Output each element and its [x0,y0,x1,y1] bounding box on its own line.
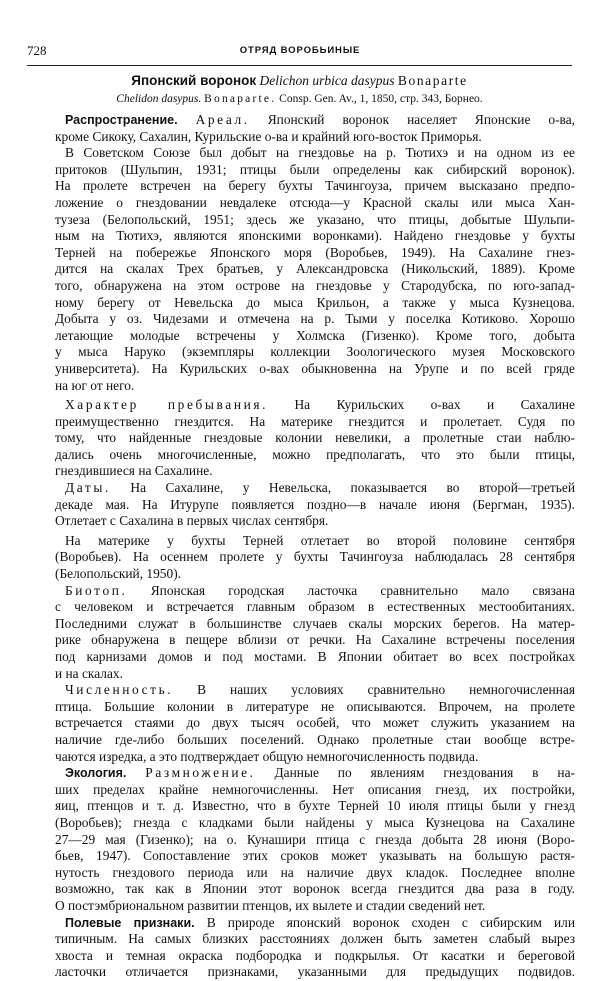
line-text: На Сахалине, у Невельска, показывается во второй—третьей [110,480,575,496]
line-text: В Советском Союзе был добыт на гнездовье на р. Тютихэ и на одном из ее [65,145,575,161]
text-line [55,549,575,566]
text-line [55,311,575,328]
text-line [55,245,575,262]
line-text: встречается стаями до двух тысяч особей, что может служить указанием на [55,715,575,731]
line-text: (Воробьев). На осеннем пролете у бухты Тачингоуза наблюдалась 28 сентября [55,549,575,565]
text-line [55,129,575,146]
line-text: под карнизами домов и под мостами. В Японии обитает во всех постройках [55,649,575,664]
line-text: Японская городская ласточка сравнительно мало связана [127,582,575,598]
line-text: ному берегу от Невельска до мыса Крильон, а также у мыса Кузнецова. [55,294,575,310]
text-line [55,666,575,683]
line-text: ласточки отличается признаками, указанными для предыдущих подвидов. [55,964,575,980]
text-line [55,533,575,550]
text-line [55,361,575,378]
page-header [0,43,600,63]
text-line [55,447,575,464]
line-text: На материке у бухты Терней отлетает во второй половине сентября [65,532,575,548]
line-text: На Курильских о-вах и Сахалине [268,397,575,413]
line-text: В наших условиях сравнительно немногочисленная [173,682,575,698]
text-line [55,865,575,882]
line-text: притоков (Шульпин, 1931; птицы были определены как сибирский воронок). [55,161,575,177]
text-line [55,732,575,749]
text-line [55,616,575,633]
spaced-subheading: Размножение. [145,765,256,781]
text-line [55,261,575,278]
text-line [55,964,575,981]
text-line [55,815,575,832]
spaced-subheading: Даты. [65,480,111,496]
text-line [55,112,575,129]
line-text: дались очень многочисленные, можно предполагать, что это были птицы, [55,446,575,462]
line-text: хвоста и темная окраска подбородка и подкрылья. От касатки и береговой [55,947,575,963]
spaced-subheading: Характер пребывания. [65,397,269,413]
text-line [55,832,575,849]
text-line [55,430,575,447]
synonym-author: Bonaparte. [204,93,277,105]
line-text: у мыса Наруко (экземпляры коллекции Зоологического музея Московского [55,344,575,360]
text-line [55,898,575,915]
section-heading: Полевые признаки. [65,915,195,930]
text-line [55,848,575,865]
line-text: университета). На Курильских о-вах обыкновенна на Урупе и по всей гряде [55,360,575,376]
line-text: Японский воронок населяет Японские о-ва, [249,112,575,127]
text-line [55,513,575,530]
text-line [55,649,575,666]
spaced-subheading: Ареал. [195,112,250,127]
text-line [55,228,575,245]
text-line [55,195,575,212]
line-text: тому, что найденные гнездовые колонии невелики, а пролетные стаи наблю- [55,430,575,446]
page-number: 728 [27,43,47,58]
line-text: бьев, 1947). Сопоставление этих сроков может указывать на большую растя- [55,848,575,864]
text-line [55,599,575,616]
line-text: преимущественно гнездится. На материке гнездится и пролетает. Судя по [55,413,575,429]
text-line [55,931,575,948]
line-text: нутость гнездового периода или на наличие двух кладок. Последнее вполне [55,864,575,880]
text-line [55,765,575,782]
line-text: птица. Большие колонии в литературе не описываются. Впрочем, на пролете [55,698,575,714]
text-line [55,295,575,312]
synonym-reference: Consp. Gen. Av., 1, 1850, стр. 343, Борнео. [279,93,483,105]
synonym-name: Chelidon dasypus. [116,93,202,105]
section-heading: Распространение. [65,113,178,127]
line-text: гнездившиеся на Сахалине. [55,463,213,479]
text-line [55,397,575,414]
line-text: кроме Сикоку, Сахалин, Курильские о-ва и крайний юго-восток Приморья. [55,128,482,144]
line-text: ложение о гнездовании невдалеке отсюда—у Красной скалы или мыса Хан- [55,194,575,210]
header-rule [27,65,572,66]
line-text: ших пределах крайне немногочисленны. Нет описания гнезд, их постройки, [55,781,575,797]
line-text: 27—29 мая (Гизенко); на о. Кунашири птица с гнезда добыта 28 июня (Воро- [55,831,575,847]
text-line [55,145,575,162]
text-line [55,162,575,179]
text-line [55,682,575,699]
species-name-latin: Delichon urbica dasypus [259,73,395,88]
species-title [27,73,572,89]
text-line [55,414,575,431]
text-line [55,699,575,716]
line-text: рике обнаружена в пещере вблизи от речки. На Сахалине встречены поселения [55,632,575,648]
line-text: декаде мая. На Итурупе появляется поздно—в начале июня (Бергман, 1935). [55,496,575,512]
synonym-line [27,93,572,105]
text-line [55,278,575,295]
line-text: Терней на побережье Японского моря (Воробьев, 1949). На Сахалине гнез- [55,244,575,260]
text-line [55,212,575,229]
species-author: Bonaparte [397,73,468,88]
line-text: типичным. На самых близких расстояниях должен быть заметен слабый вырез [55,931,575,947]
text-line [55,480,575,497]
text-line [55,463,575,480]
line-text: (Воробьев); гнезда с кладками были найдены у мыса Кузнецова на Сахалине [55,814,575,830]
line-text: наличие где-либо больших поселений. Однако пролетные стаи вообще встре- [55,731,575,747]
line-text: На пролете встречен на берегу бухты Тачингоуза, причем высказано предпо- [55,178,575,194]
text-line [55,344,575,361]
text-line [55,497,575,514]
line-text: Последними служат в большинстве случаев скалы морских берегов. На матер- [55,615,575,631]
species-name-ru: Японский воронок [131,73,257,88]
text-line [55,632,575,649]
line-text: О постэмбриональном развитии птенцов, их вылете и стадии сведений нет. [55,897,486,913]
text-line [55,378,575,395]
text-line [55,782,575,799]
line-text: (Белопольский, 1950). [55,566,182,582]
text-line [55,915,575,932]
line-text: Данные по явлениям гнездования в на- [255,765,575,781]
text-line [55,749,575,766]
line-text: и на скалах. [55,665,123,681]
running-title: ОТРЯД ВОРОБЬИНЫЕ [239,45,361,56]
text-line [55,948,575,965]
line-text: летающие молодые встречены у Холмска (Гизенко). Кроме того, добыта [55,327,575,343]
text-line [55,715,575,732]
line-text: того, обнаружена на этом острове на гнездовье у Стародубска, по юго-запад- [55,277,575,293]
text-line [55,178,575,195]
line-text: с человеком и встречается главным образом в естественных местообитаниях. [55,599,575,615]
line-text: дится на скалах Трех братьев, у Александровска (Никольский, 1889). Кроме [55,261,575,277]
line-text: яиц, птенцов и т. д. Известно, что в бухте Терней 10 июля птицы были у гнезд [55,798,575,814]
line-text: Отлетает с Сахалина в первых числах сентября. [55,513,329,529]
section-heading: Экология. [65,766,127,781]
line-text: В природе японский воронок сходен с сибирским или [206,914,575,930]
line-text: на юг от него. [55,377,135,393]
text-line [55,583,575,600]
text-line [55,566,575,583]
line-text: тузеза (Белопольский, 1951; здесь же указано, что птицы, добытые Шульпи- [55,211,575,227]
line-text: возможно, так как в Японии этот воронок всегда гнездится два раза в году. [55,881,575,897]
text-line [55,328,575,345]
spaced-subheading: Численность. [65,682,174,698]
article-body [55,112,575,981]
line-text: Добыта у оз. Чидезами и отмечена на р. Тыми у поселка Котиково. Хорошо [55,311,575,327]
spaced-subheading: Биотоп. [65,582,128,598]
line-text: чаются изредка, а это подтверждает общую немногочисленность подвида. [55,748,479,764]
text-line [55,798,575,815]
line-text: ным на Тютихэ, являются японскими воронками). Найдено гнездовье у бухты [55,228,575,244]
